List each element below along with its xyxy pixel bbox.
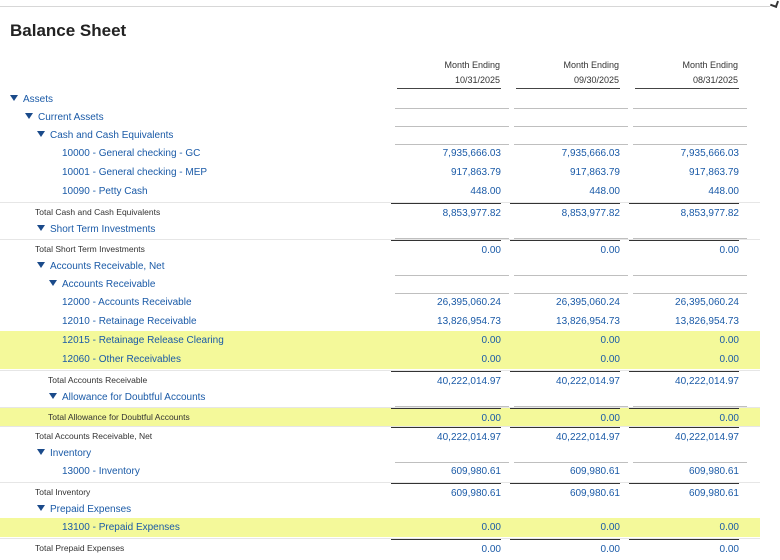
section-inventory-text: Inventory bbox=[50, 448, 92, 459]
column-header-3-date: 08/31/2025 bbox=[692, 75, 738, 85]
account-10001-value-col1[interactable]: 917,863.79 bbox=[450, 167, 501, 178]
total-cash-value-col3: 8,853,977.82 bbox=[629, 203, 739, 222]
column-header-3-rule bbox=[635, 88, 739, 89]
account-12000-value-col3[interactable]: 26,395,060.24 bbox=[675, 297, 739, 308]
section-prepaid-row[interactable] bbox=[0, 500, 760, 519]
section-prepaid-label[interactable] bbox=[37, 500, 131, 519]
total-prepaid-value-col2: 0.00 bbox=[510, 539, 620, 558]
account-12010-value-col2[interactable]: 13,826,954.73 bbox=[556, 316, 620, 327]
account-12060-text: 12060 - Other Receivables bbox=[62, 354, 181, 365]
account-10090-text: 10090 - Petty Cash bbox=[62, 186, 148, 197]
account-13000-label[interactable] bbox=[62, 462, 140, 481]
account-12060-value-col2[interactable]: 0.00 bbox=[600, 354, 620, 365]
total-inventory-text: Total Inventory bbox=[35, 487, 91, 497]
account-13100-row[interactable] bbox=[0, 518, 760, 537]
account-12060-label[interactable] bbox=[62, 350, 181, 369]
section-short-term-investments-row[interactable] bbox=[0, 220, 760, 239]
total-inventory-value-col1: 609,980.61 bbox=[391, 483, 501, 502]
account-10001-text: 10001 - General checking - MEP bbox=[62, 167, 208, 178]
column-header-1-rule bbox=[397, 88, 501, 89]
account-13000-value-col2[interactable]: 609,980.61 bbox=[569, 466, 620, 477]
total-ar-row bbox=[0, 370, 760, 389]
account-10000-text: 10000 - General checking - GC bbox=[62, 148, 201, 159]
account-13000-value-col1[interactable]: 609,980.61 bbox=[450, 466, 501, 477]
total-cash-text: Total Cash and Cash Equivalents bbox=[35, 207, 161, 217]
total-allowance-row bbox=[0, 407, 760, 426]
section-cash-label[interactable] bbox=[37, 126, 173, 145]
total-ar-value-col1: 40,222,014.97 bbox=[391, 371, 501, 390]
account-10090-value-col3[interactable]: 448.00 bbox=[708, 186, 739, 197]
total-ar-net-text: Total Accounts Receivable, Net bbox=[35, 431, 153, 441]
total-ar-text: Total Accounts Receivable bbox=[48, 375, 148, 385]
collapse-triangle-icon[interactable] bbox=[37, 262, 45, 268]
account-12010-row[interactable] bbox=[0, 312, 760, 331]
total-cash-row bbox=[0, 202, 760, 221]
section-inventory-label[interactable] bbox=[37, 444, 91, 463]
total-prepaid-value-col3: 0.00 bbox=[629, 539, 739, 558]
section-cash-text: Cash and Cash Equivalents bbox=[50, 130, 174, 141]
collapse-triangle-icon[interactable] bbox=[49, 393, 57, 399]
total-allowance-text: Total Allowance for Doubtful Accounts bbox=[48, 412, 190, 422]
total-short-term-investments-row bbox=[0, 239, 760, 258]
account-13100-label[interactable] bbox=[62, 518, 180, 537]
total-prepaid-row bbox=[0, 538, 760, 557]
account-13100-value-col2[interactable]: 0.00 bbox=[600, 522, 620, 533]
total-inventory-value-col3: 609,980.61 bbox=[629, 483, 739, 502]
column-header-1-line1: Month Ending bbox=[444, 60, 500, 70]
account-12015-text: 12015 - Retainage Release Clearing bbox=[62, 335, 224, 346]
account-12000-value-col2[interactable]: 26,395,060.24 bbox=[556, 297, 620, 308]
total-cash-value-col2: 8,853,977.82 bbox=[510, 203, 620, 222]
collapse-triangle-icon[interactable] bbox=[49, 280, 57, 286]
section-prepaid-text: Prepaid Expenses bbox=[50, 504, 132, 515]
section-assets-row[interactable] bbox=[0, 90, 760, 109]
column-header-2-date: 09/30/2025 bbox=[573, 75, 619, 85]
column-header-3 bbox=[618, 58, 738, 88]
total-short-term-investments-value-col3: 0.00 bbox=[629, 240, 739, 259]
account-13000-row[interactable] bbox=[0, 462, 760, 481]
account-10090-label[interactable] bbox=[62, 182, 148, 201]
total-inventory-row bbox=[0, 482, 760, 501]
account-13100-text: 13100 - Prepaid Expenses bbox=[62, 522, 180, 533]
account-10090-value-col1[interactable]: 448.00 bbox=[470, 186, 501, 197]
account-10001-value-col3[interactable]: 917,863.79 bbox=[688, 167, 739, 178]
account-12000-row[interactable] bbox=[0, 293, 760, 312]
account-12015-row[interactable] bbox=[0, 331, 760, 350]
total-allowance-value-col3: 0.00 bbox=[629, 408, 739, 427]
account-10000-value-col3[interactable]: 7,935,666.03 bbox=[680, 148, 739, 159]
total-ar-net-value-col3: 40,222,014.97 bbox=[629, 427, 739, 446]
collapse-triangle-icon[interactable] bbox=[25, 113, 33, 119]
account-13100-value-col1[interactable]: 0.00 bbox=[481, 522, 501, 533]
account-10000-row[interactable] bbox=[0, 144, 760, 163]
section-short-term-investments-label[interactable] bbox=[37, 220, 155, 239]
account-10000-label[interactable] bbox=[62, 144, 200, 163]
account-12000-value-col1[interactable]: 26,395,060.24 bbox=[437, 297, 501, 308]
collapse-triangle-icon[interactable] bbox=[37, 449, 45, 455]
total-short-term-investments-value-col2: 0.00 bbox=[510, 240, 620, 259]
top-border bbox=[0, 6, 770, 7]
total-prepaid-value-col1: 0.00 bbox=[391, 539, 501, 558]
account-12010-value-col1[interactable]: 13,826,954.73 bbox=[437, 316, 501, 327]
section-assets-label[interactable] bbox=[10, 90, 53, 109]
section-allowance-row[interactable] bbox=[0, 388, 760, 407]
total-prepaid-text: Total Prepaid Expenses bbox=[35, 543, 125, 553]
section-inventory-row[interactable] bbox=[0, 444, 760, 463]
total-ar-net-row bbox=[0, 426, 760, 445]
section-ar-net-row[interactable] bbox=[0, 257, 760, 276]
section-short-term-investments-text: Short Term Investments bbox=[50, 224, 156, 235]
total-ar-value-col2: 40,222,014.97 bbox=[510, 371, 620, 390]
total-prepaid-label bbox=[35, 539, 124, 558]
section-ar-row[interactable] bbox=[0, 275, 760, 294]
collapse-triangle-icon[interactable] bbox=[37, 505, 45, 511]
account-12015-value-col2[interactable]: 0.00 bbox=[600, 335, 620, 346]
column-header-2-line1: Month Ending bbox=[563, 60, 619, 70]
account-10001-label[interactable] bbox=[62, 163, 207, 182]
account-13000-value-col3[interactable]: 609,980.61 bbox=[688, 466, 739, 477]
section-current-assets-text: Current Assets bbox=[38, 112, 104, 123]
account-12060-value-col1[interactable]: 0.00 bbox=[481, 354, 501, 365]
account-12015-label[interactable] bbox=[62, 331, 224, 350]
account-10001-value-col2[interactable]: 917,863.79 bbox=[569, 167, 620, 178]
resize-corner-icon[interactable] bbox=[770, 0, 780, 8]
account-12010-text: 12010 - Retainage Receivable bbox=[62, 316, 197, 327]
column-header-1 bbox=[380, 58, 500, 88]
page-title: Balance Sheet bbox=[10, 21, 127, 40]
account-10000-value-col1[interactable]: 7,935,666.03 bbox=[442, 148, 501, 159]
collapse-triangle-icon[interactable] bbox=[37, 131, 45, 137]
account-12000-label[interactable] bbox=[62, 293, 192, 312]
total-short-term-investments-value-col1: 0.00 bbox=[391, 240, 501, 259]
account-12000-text: 12000 - Accounts Receivable bbox=[62, 297, 192, 308]
total-ar-value-col3: 40,222,014.97 bbox=[629, 371, 739, 390]
total-ar-net-value-col2: 40,222,014.97 bbox=[510, 427, 620, 446]
collapse-triangle-icon[interactable] bbox=[37, 225, 45, 231]
account-10001-row[interactable] bbox=[0, 163, 760, 182]
section-current-assets-row[interactable] bbox=[0, 108, 760, 127]
account-12010-label[interactable] bbox=[62, 312, 197, 331]
column-header-3-line1: Month Ending bbox=[682, 60, 738, 70]
section-ar-net-text: Accounts Receivable, Net bbox=[50, 261, 165, 272]
section-ar-net-label[interactable] bbox=[37, 257, 165, 276]
section-allowance-text: Allowance for Doubtful Accounts bbox=[62, 392, 206, 403]
total-cash-value-col1: 8,853,977.82 bbox=[391, 203, 501, 222]
account-12010-value-col3[interactable]: 13,826,954.73 bbox=[675, 316, 739, 327]
account-13000-text: 13000 - Inventory bbox=[62, 466, 140, 477]
account-10090-value-col2[interactable]: 448.00 bbox=[589, 186, 620, 197]
total-allowance-value-col1: 0.00 bbox=[391, 408, 501, 427]
column-header-1-date: 10/31/2025 bbox=[454, 75, 500, 85]
account-12015-value-col1[interactable]: 0.00 bbox=[481, 335, 501, 346]
section-ar-label[interactable] bbox=[49, 275, 155, 294]
total-ar-net-value-col1: 40,222,014.97 bbox=[391, 427, 501, 446]
total-inventory-value-col2: 609,980.61 bbox=[510, 483, 620, 502]
account-10090-row[interactable] bbox=[0, 182, 760, 201]
section-ar-text: Accounts Receivable bbox=[62, 279, 156, 290]
account-10000-value-col2[interactable]: 7,935,666.03 bbox=[561, 148, 620, 159]
total-allowance-value-col2: 0.00 bbox=[510, 408, 620, 427]
section-allowance-label[interactable] bbox=[49, 388, 205, 407]
account-12060-row[interactable] bbox=[0, 350, 760, 369]
collapse-triangle-icon[interactable] bbox=[10, 95, 18, 101]
column-header-2-rule bbox=[516, 88, 620, 89]
total-allowance-label bbox=[48, 408, 190, 427]
section-cash-row[interactable] bbox=[0, 126, 760, 145]
account-12060-value-col3[interactable]: 0.00 bbox=[719, 354, 739, 365]
section-current-assets-label[interactable] bbox=[25, 108, 104, 127]
section-assets-text: Assets bbox=[23, 94, 54, 105]
column-header-2 bbox=[499, 58, 619, 88]
account-13100-value-col3[interactable]: 0.00 bbox=[719, 522, 739, 533]
total-short-term-investments-text: Total Short Term Investments bbox=[35, 244, 145, 254]
account-12015-value-col3[interactable]: 0.00 bbox=[719, 335, 739, 346]
